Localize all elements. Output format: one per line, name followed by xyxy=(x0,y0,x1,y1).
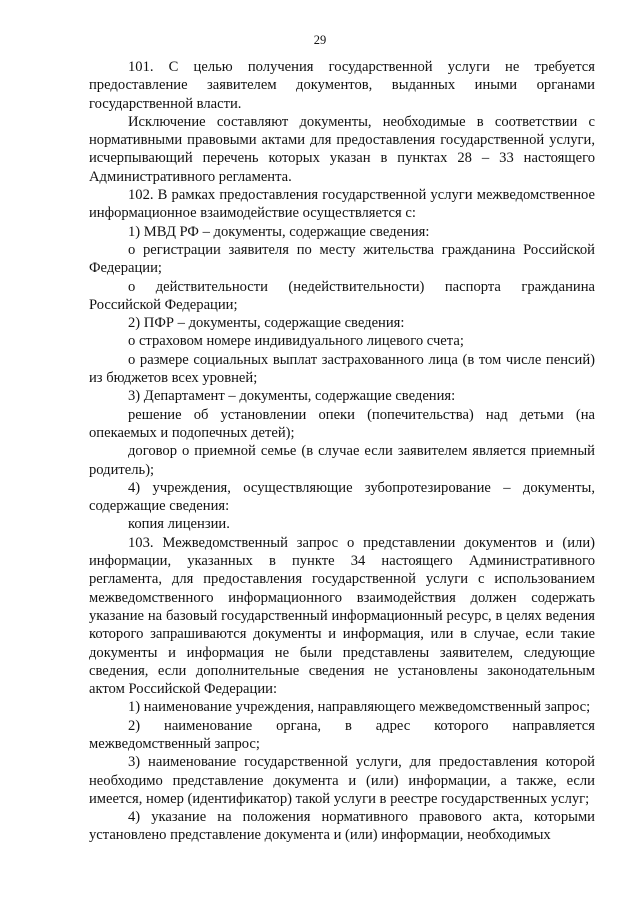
list-item-service-name: 3) наименование государственной услуги, для предоставления которой необходимо представление документа и (или) информации, а также, если имеется, номер (идентификатор) такой услуги в реестре государственных услуг; xyxy=(89,754,595,807)
list-item-recipient-authority: 2) наименование органа, в адрес которого направляется межведомственный запрос; xyxy=(89,717,595,752)
list-item-dental-institutions: 4) учреждения, осуществляющие зубопротезирование – документы, содержащие сведения: xyxy=(89,479,595,515)
page-number: 29 xyxy=(313,33,327,47)
paragraph-101: 101. С целью получения государственной услуги не требуется предоставление заявителем документов, выданных иными органами государственной власти. xyxy=(89,59,595,112)
list-item-department: 3) Департамент – документы, содержащие сведения: xyxy=(128,388,456,405)
list-item-mvd: 1) МВД РФ – документы, содержащие сведения: xyxy=(128,223,430,240)
paragraph-103: 103. Межведомственный запрос о представлении документов и (или) информации, указанных в пункте 34 настоящего Административного регламента, для предоставления государственной услуги с использованием межведомственного информационного взаимодействия должен содержать указание на базовый государственный информационный ресурс, в целях ведения которого запрашиваются документы и информация, или в случае, если такие документы и информация не были представлены заявителем, следующие сведения, если дополнительные сведения не установлены законодательным актом Российской Федерации: xyxy=(89,534,595,698)
list-item-legal-provisions: 4) указание на положения нормативного правового акта, которыми установлено представление документа и (или) информации, необходимых xyxy=(89,809,595,844)
list-item-foster-contract: договор о приемной семье (в случае если заявителем является приемный родитель); xyxy=(89,443,595,478)
list-item-registration: о регистрации заявителя по месту жительства гражданина Российской Федерации; xyxy=(89,241,595,277)
document-body xyxy=(89,58,595,845)
paragraph-102: 102. В рамках предоставления государственной услуги межведомственное информационное взаимодействие осуществляется с: xyxy=(89,187,595,222)
list-item-pfr: 2) ПФР – документы, содержащие сведения: xyxy=(128,315,405,332)
list-item-license-copy: копия лицензии. xyxy=(128,516,230,533)
paragraph-exception: Исключение составляют документы, необходимые в соответствии с нормативными правовыми актами для предоставления государственной услуги, исчерпывающий перечень которых указан в пунктах 28 – 33 настоящего Административного регламента. xyxy=(89,113,595,185)
list-item-social-payments: о размере социальных выплат застрахованного лица (в том числе пенсий) из бюджетов всех уровней; xyxy=(89,351,595,387)
list-item-passport-validity: о действительности (недействительности) паспорта гражданина Российской Федерации; xyxy=(89,278,595,313)
list-item-guardianship: решение об установлении опеки (попечительства) над детьми (на опекаемых и подопечных детей); xyxy=(89,406,595,441)
list-item-requesting-institution: 1) наименование учреждения, направляющего межведомственный запрос; xyxy=(128,699,591,716)
list-item-insurance-number: о страховом номере индивидуального лицевого счета; xyxy=(128,333,464,350)
